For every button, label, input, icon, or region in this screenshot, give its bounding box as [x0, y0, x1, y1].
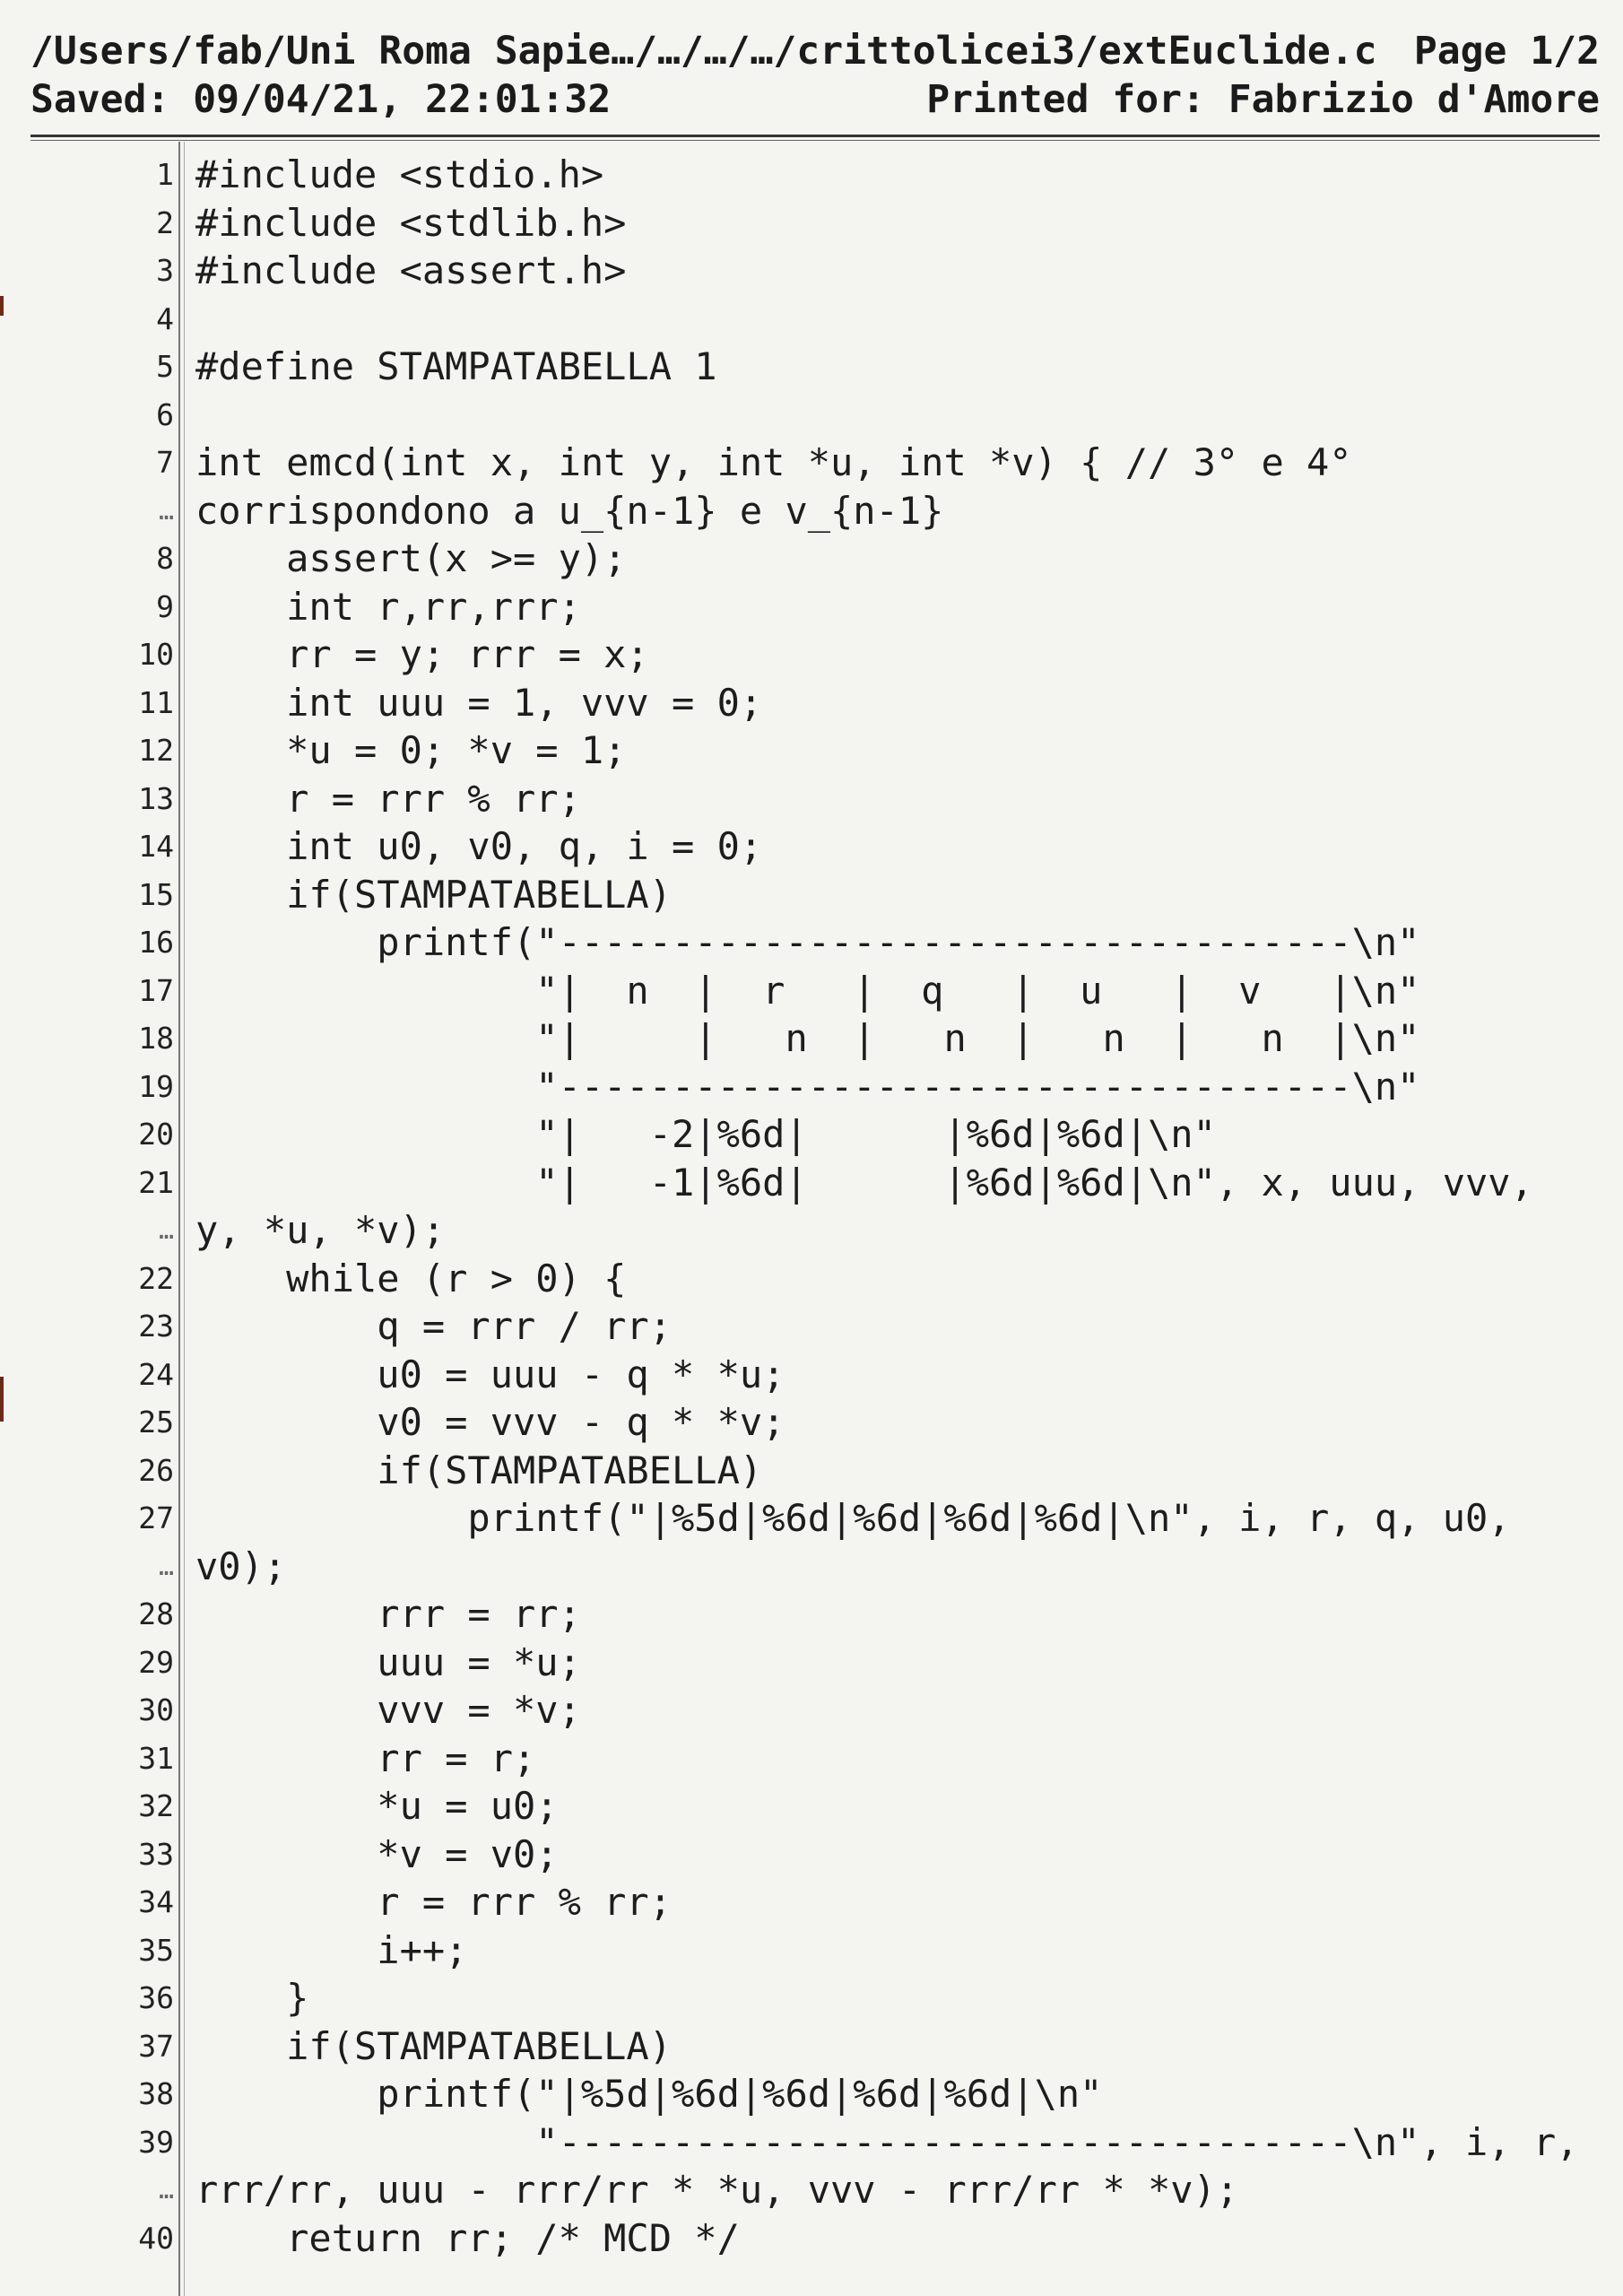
line-text: "-----------------------------------\n"	[195, 1064, 1420, 1109]
line-text: "| -2|%6d| |%6d|%6d|\n"	[195, 1112, 1216, 1156]
header-row-2	[30, 75, 1600, 124]
code-line	[0, 1063, 1623, 1111]
line-text: int u0, v0, q, i = 0;	[195, 824, 763, 868]
line-text: uuu = *u;	[195, 1639, 581, 1684]
line-number: …	[159, 1551, 174, 1581]
line-text: printf("|%5d|%6d|%6d|%6d|%6d|\n", i, r, q, u0,	[195, 1496, 1511, 1540]
line-text: "| | n | n | n | n |\n"	[195, 1016, 1420, 1060]
code-line	[0, 2118, 1623, 2167]
line-text: *u = u0;	[195, 1784, 559, 1828]
line-number: 4	[156, 300, 174, 336]
line-number: 12	[138, 733, 174, 768]
header-rule-thin	[30, 140, 1600, 141]
line-text: if(STAMPATABELLA)	[195, 1448, 763, 1492]
code-line	[0, 1639, 1623, 1687]
line-number: 16	[138, 925, 174, 960]
line-text: "| n | r | q | u | v |\n"	[195, 968, 1420, 1013]
line-number: 20	[138, 1117, 174, 1152]
line-number: 2	[156, 204, 174, 240]
line-text: u0 = uuu - q * *u;	[195, 1352, 785, 1396]
code-line	[0, 1831, 1623, 1879]
line-number: 27	[138, 1500, 174, 1535]
code-line	[0, 2022, 1623, 2071]
line-text: #include <stdio.h>	[195, 152, 604, 196]
line-number: 30	[138, 1692, 174, 1727]
printed-for: Printed for: Fabrizio d'Amore	[926, 77, 1600, 122]
code-line	[0, 1206, 1623, 1255]
line-number: 23	[138, 1309, 174, 1344]
line-number: 3	[156, 253, 174, 288]
line-text: *u = 0; *v = 1;	[195, 728, 627, 772]
code-line	[0, 247, 1623, 295]
line-number: 31	[138, 1740, 174, 1776]
line-number: 32	[138, 1788, 174, 1823]
code-line	[0, 439, 1623, 487]
code-line	[0, 535, 1623, 583]
line-number: 34	[138, 1884, 174, 1919]
line-number: …	[159, 1215, 174, 1245]
code-line	[0, 1926, 1623, 1975]
line-number: 24	[138, 1356, 174, 1392]
line-number: 19	[138, 1068, 174, 1104]
code-line	[0, 343, 1623, 391]
code-listing	[0, 151, 1623, 2262]
line-text: int uuu = 1, vvv = 0;	[195, 680, 763, 725]
line-number: 36	[138, 1980, 174, 2015]
line-text: v0);	[195, 1544, 287, 1588]
line-text: while (r > 0) {	[195, 1256, 627, 1300]
line-number: 14	[138, 829, 174, 864]
code-line	[0, 1014, 1623, 1063]
line-text: printf("-----------------------------------\n"	[195, 920, 1420, 964]
code-line	[0, 1159, 1623, 1207]
line-text: printf("|%5d|%6d|%6d|%6d|%6d|\n"	[195, 2072, 1103, 2116]
line-text: if(STAMPATABELLA)	[195, 872, 673, 917]
code-line	[0, 2214, 1623, 2263]
line-number: 8	[156, 541, 174, 576]
line-text: rr = r;	[195, 1735, 536, 1780]
line-text: q = rrr / rr;	[195, 1304, 673, 1348]
code-line	[0, 1735, 1623, 1783]
code-line	[0, 1351, 1623, 1399]
line-text: rrr = rr;	[195, 1592, 581, 1636]
line-number: 17	[138, 972, 174, 1008]
code-line	[0, 1110, 1623, 1159]
code-line	[0, 1590, 1623, 1639]
line-number: …	[159, 495, 174, 526]
line-number: 29	[138, 1644, 174, 1680]
print-header	[30, 27, 1600, 133]
saved-timestamp: Saved: 09/04/21, 22:01:32	[30, 77, 612, 122]
code-line	[0, 1974, 1623, 2022]
line-text: y, *u, *v);	[195, 1208, 446, 1252]
line-number: 33	[138, 1836, 174, 1872]
line-number: 38	[138, 2076, 174, 2111]
code-line	[0, 775, 1623, 823]
line-number: 6	[156, 396, 174, 432]
line-number: 13	[138, 780, 174, 816]
line-number: 26	[138, 1452, 174, 1488]
code-line	[0, 1878, 1623, 1926]
line-text: #define STAMPATABELLA 1	[195, 344, 717, 388]
code-line	[0, 1686, 1623, 1735]
line-text: #include <assert.h>	[195, 248, 627, 292]
line-text: int emcd(int x, int y, int *u, int *v) { // 3° e 4°	[195, 440, 1352, 484]
code-line	[0, 631, 1623, 679]
code-line	[0, 726, 1623, 775]
code-line	[0, 1302, 1623, 1351]
line-number: 22	[138, 1260, 174, 1296]
header-rule	[30, 135, 1600, 137]
line-number: 39	[138, 2124, 174, 2160]
code-line	[0, 1447, 1623, 1495]
line-text: if(STAMPATABELLA)	[195, 2023, 673, 2068]
line-number: 11	[138, 684, 174, 720]
line-number: 21	[138, 1164, 174, 1200]
code-line	[0, 295, 1623, 344]
line-number: …	[159, 2175, 174, 2205]
code-line	[0, 487, 1623, 535]
line-text: v0 = vvv - q * *v;	[195, 1400, 785, 1444]
line-text: rrr/rr, uuu - rrr/rr * *u, vvv - rrr/rr * *v);	[195, 2168, 1239, 2212]
line-number: 40	[138, 2220, 174, 2256]
line-text: int r,rr,rrr;	[195, 584, 581, 629]
code-line	[0, 583, 1623, 631]
file-path: /Users/fab/Uni Roma Sapie…/…/…/…/crittolicei3/extEuclide.c	[30, 29, 1377, 74]
code-line	[0, 871, 1623, 919]
line-text: r = rrr % rr;	[195, 776, 581, 821]
line-number: 28	[138, 1596, 174, 1631]
code-line	[0, 679, 1623, 727]
line-number: 18	[138, 1021, 174, 1056]
code-line	[0, 151, 1623, 199]
code-line	[0, 1255, 1623, 1303]
line-number: 10	[138, 637, 174, 672]
line-text: i++;	[195, 1927, 468, 1972]
line-number: 1	[156, 157, 174, 192]
code-line	[0, 967, 1623, 1015]
line-number: 7	[156, 445, 174, 480]
line-number: 15	[138, 876, 174, 912]
code-line	[0, 199, 1623, 248]
line-text: #include <stdlib.h>	[195, 200, 627, 245]
page-indicator: Page 1/2	[1413, 29, 1600, 74]
line-text: return rr; /* MCD */	[195, 2215, 740, 2260]
line-number: 25	[138, 1405, 174, 1439]
line-number: 37	[138, 2028, 174, 2064]
line-text: vvv = *v;	[195, 1688, 581, 1732]
line-text: "| -1|%6d| |%6d|%6d|\n", x, uuu, vvv,	[195, 1160, 1533, 1205]
line-number: 35	[138, 1932, 174, 1968]
line-number: 5	[156, 349, 174, 384]
line-text: assert(x >= y);	[195, 536, 627, 580]
code-line	[0, 1398, 1623, 1447]
code-line	[0, 1543, 1623, 1591]
code-line	[0, 391, 1623, 439]
code-line	[0, 2070, 1623, 2118]
code-line	[0, 822, 1623, 871]
code-line	[0, 918, 1623, 967]
code-line	[0, 1494, 1623, 1543]
line-text: corrispondono a u_{n-1} e v_{n-1}	[195, 488, 944, 533]
code-line	[0, 1782, 1623, 1831]
line-text: rr = y; rrr = x;	[195, 632, 649, 676]
line-text: r = rrr % rr;	[195, 1880, 673, 1924]
line-text: }	[195, 1976, 309, 2020]
line-number: 9	[156, 588, 174, 624]
line-text: "-----------------------------------\n", i, r,	[195, 2119, 1579, 2164]
line-text: *v = v0;	[195, 1831, 559, 1876]
header-row-1	[30, 27, 1600, 75]
code-line	[0, 2166, 1623, 2214]
